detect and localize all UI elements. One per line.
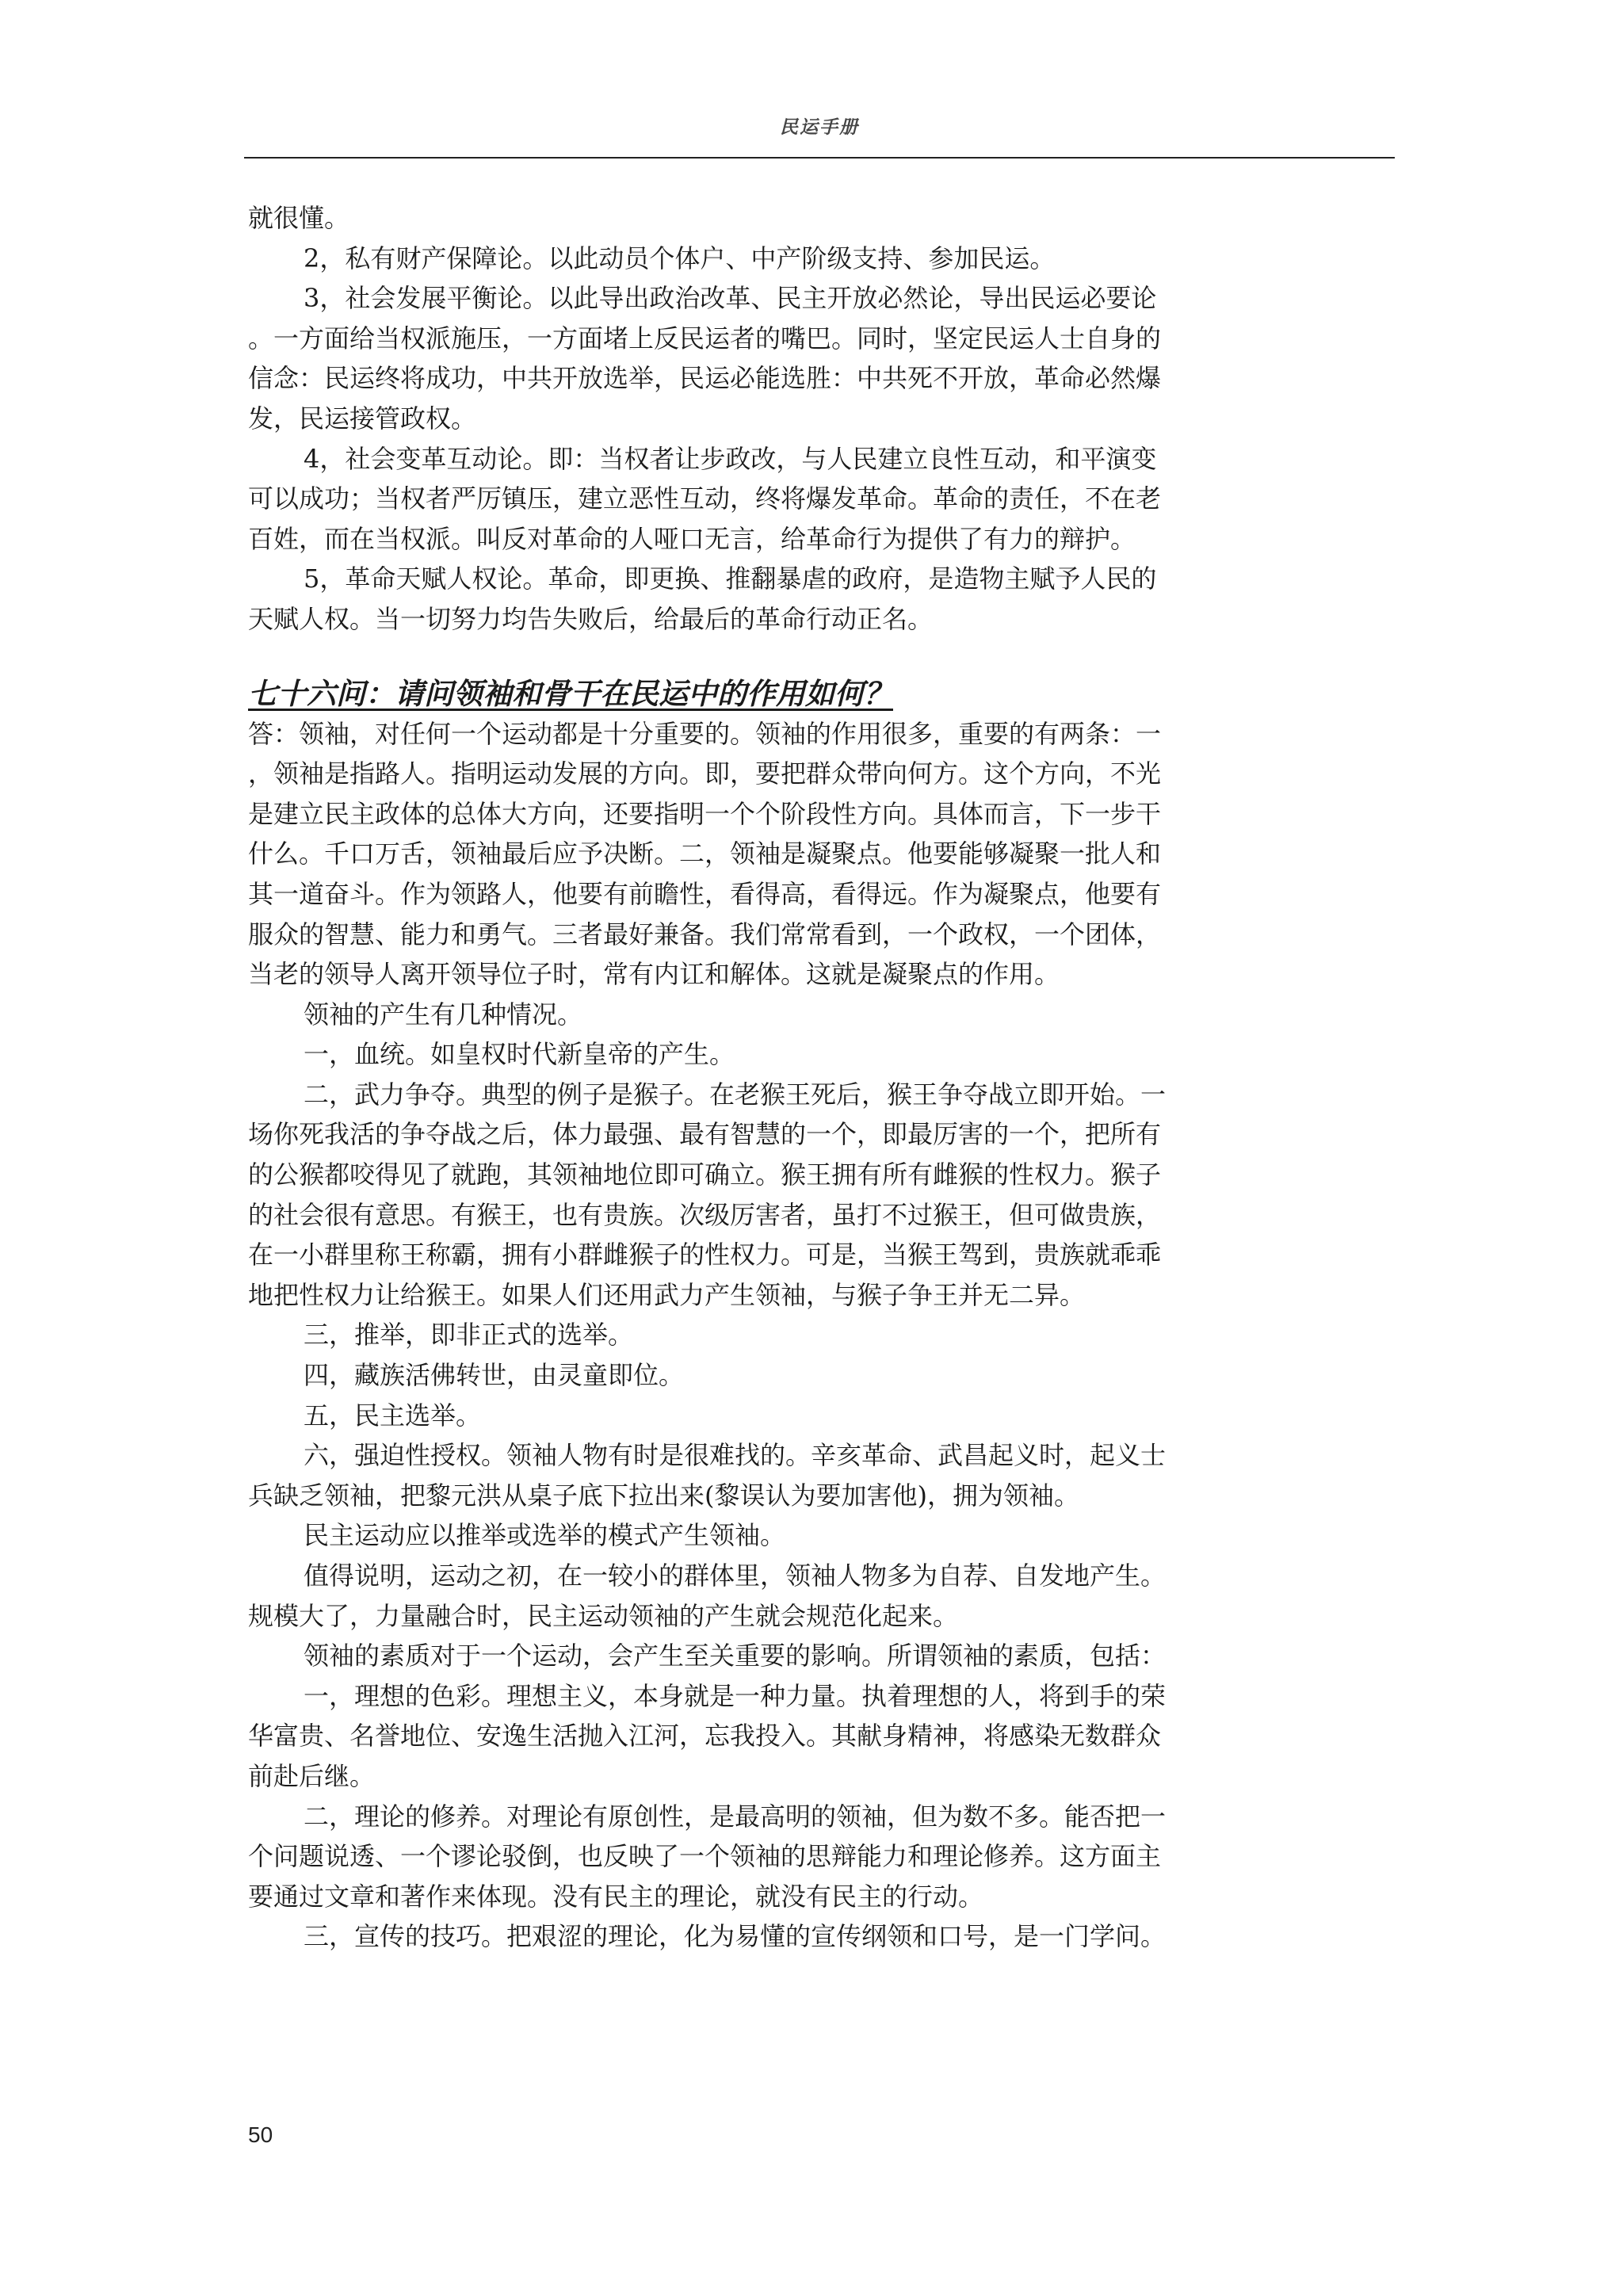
text-line: 四，藏族活佛转世，由灵童即位。: [304, 1360, 685, 1391]
text-line: 就很懂。: [248, 203, 350, 233]
paragraph: [248, 1797, 1286, 1917]
top-paragraphs: [248, 198, 1286, 640]
text-line: 个问题说透、一个谬论驳倒，也反映了一个领袖的思辩能力和理论修养。这方面主: [248, 1841, 1162, 1872]
text-line: 一，理想的色彩。理想主义，本身就是一种力量。执着理想的人，将到手的荣: [304, 1680, 1167, 1711]
paragraph: [248, 1355, 1286, 1396]
running-header: 民运手册: [780, 117, 859, 138]
paragraph: [248, 198, 1286, 239]
paragraph: [248, 1315, 1286, 1355]
text-line: 规模大了，力量融合时，民主运动领袖的产生就会规范化起来。: [248, 1600, 959, 1631]
paragraph: [248, 1636, 1286, 1676]
paragraph: [248, 1676, 1286, 1797]
body-text: [248, 198, 1286, 1957]
text-line: 值得说明，运动之初，在一较小的群体里，领袖人物多为自荐、自发地产生。: [304, 1561, 1167, 1591]
text-line: 是建立民主政体的总体大方向，还要指明一个个阶段性方向。具体而言，下一步干: [248, 798, 1162, 829]
text-line: 前赴后继。: [248, 1760, 376, 1791]
text-line: 答：领袖，对任何一个运动都是十分重要的。领袖的作用很多，重要的有两条：一: [248, 718, 1162, 749]
text-line: 五，民主选举。: [304, 1400, 482, 1431]
paragraph: [248, 1515, 1286, 1556]
text-line: 要通过文章和著作来体现。没有民主的理论，就没有民主的行动。: [248, 1881, 984, 1912]
text-line: 可以成功；当权者严厉镇压，建立恶性互动，终将爆发革命。革命的责任，不在老: [248, 483, 1162, 514]
section-paragraphs: [248, 714, 1286, 1957]
paragraph: [248, 559, 1286, 639]
paragraph: [248, 995, 1286, 1035]
text-line: 三，宣传的技巧。把艰涩的理论，化为易懂的宣传纲领和口号，是一门学问。: [304, 1921, 1167, 1952]
text-line: 4，社会变革互动论。即：当权者让步政改，与人民建立良性互动，和平演变: [304, 443, 1157, 474]
text-line: 信念：民运终将成功，中共开放选举，民运必能选胜：中共死不开放，革命必然爆: [248, 363, 1162, 394]
text-line: 兵缺乏领袖，把黎元洪从桌子底下拉出来(黎误认为要加害他)，拥为领袖。: [248, 1480, 1079, 1511]
text-line: 天赋人权。当一切努力均告失败后，给最后的革命行动正名。: [248, 603, 934, 634]
text-line: 。一方面给当权派施压，一方面堵上反民运者的嘴巴。同时，坚定民运人士自身的: [248, 323, 1162, 353]
paragraph: [248, 1396, 1286, 1436]
paragraph: [248, 1075, 1286, 1316]
section-heading: 七十六问：请问领袖和骨干在民运中的作用如何？: [248, 675, 893, 711]
text-line: 华富贵、名誉地位、安逸生活抛入江河，忘我投入。其献身精神，将感染无数群众: [248, 1721, 1162, 1752]
paragraph: [248, 439, 1286, 560]
text-line: 二，理论的修养。对理论有原创性，是最高明的领袖，但为数不多。能否把一: [304, 1801, 1167, 1832]
paragraph: [248, 239, 1286, 279]
paragraph: [248, 1435, 1286, 1515]
text-line: 二，武力争夺。典型的例子是猴子。在老猴王死后，猴王争夺战立即开始。一: [304, 1079, 1167, 1110]
text-line: 在一小群里称王称霸，拥有小群雌猴子的性权力。可是，当猴王驾到，贵族就乖乖: [248, 1240, 1162, 1270]
text-line: ，领袖是指路人。指明运动发展的方向。即，要把群众带向何方。这个方向，不光: [248, 758, 1162, 789]
paragraph: [248, 1916, 1286, 1957]
text-line: 发，民运接管政权。: [248, 403, 477, 434]
text-line: 三，推举，即非正式的选举。: [304, 1320, 634, 1350]
paragraph: [248, 1556, 1286, 1636]
text-line: 其一道奋斗。作为领路人，他要有前瞻性，看得高，看得远。作为凝聚点，他要有: [248, 878, 1162, 909]
header-rule: [244, 157, 1395, 159]
text-line: 2，私有财产保障论。以此动员个体户、中产阶级支持、参加民运。: [304, 243, 1056, 273]
text-line: 的社会很有意思。有猴王，也有贵族。次级厉害者，虽打不过猴王，但可做贵族，: [248, 1199, 1162, 1230]
text-line: 什么。千口万舌，领袖最后应予决断。二，领袖是凝聚点。他要能够凝聚一批人和: [248, 839, 1162, 869]
paragraph: [248, 714, 1286, 995]
text-line: 一，血统。如皇权时代新皇帝的产生。: [304, 1039, 735, 1070]
text-line: 服众的智慧、能力和勇气。三者最好兼备。我们常常看到，一个政权，一个团体，: [248, 919, 1162, 949]
text-line: 5，革命天赋人权论。革命，即更换、推翻暴虐的政府，是造物主赋予人民的: [304, 563, 1157, 594]
text-line: 六，强迫性授权。领袖人物有时是很难找的。辛亥革命、武昌起义时，起义士: [304, 1440, 1167, 1471]
text-line: 百姓，而在当权派。叫反对革命的人哑口无言，给革命行为提供了有力的辩护。: [248, 523, 1136, 554]
page-number: 50: [248, 2122, 273, 2147]
text-line: 领袖的产生有几种情况。: [304, 999, 583, 1030]
paragraph: [248, 1034, 1286, 1075]
text-line: 地把性权力让给猴王。如果人们还用武力产生领袖，与猴子争王并无二异。: [248, 1279, 1086, 1310]
text-line: 的公猴都咬得见了就跑，其领袖地位即可确立。猴王拥有所有雌猴的性权力。猴子: [248, 1159, 1162, 1190]
paragraph: [248, 278, 1286, 438]
text-line: 场你死我活的争夺战之后，体力最强、最有智慧的一个，即最厉害的一个，把所有: [248, 1119, 1162, 1150]
text-line: 3，社会发展平衡论。以此导出政治改革、民主开放必然论，导出民运必要论: [304, 283, 1157, 314]
text-line: 领袖的素质对于一个运动，会产生至关重要的影响。所谓领袖的素质，包括：: [304, 1641, 1167, 1671]
text-line: 当老的领导人离开领导位子时，常有内讧和解体。这就是凝聚点的作用。: [248, 959, 1060, 990]
text-line: 民主运动应以推举或选举的模式产生领袖。: [304, 1520, 786, 1551]
